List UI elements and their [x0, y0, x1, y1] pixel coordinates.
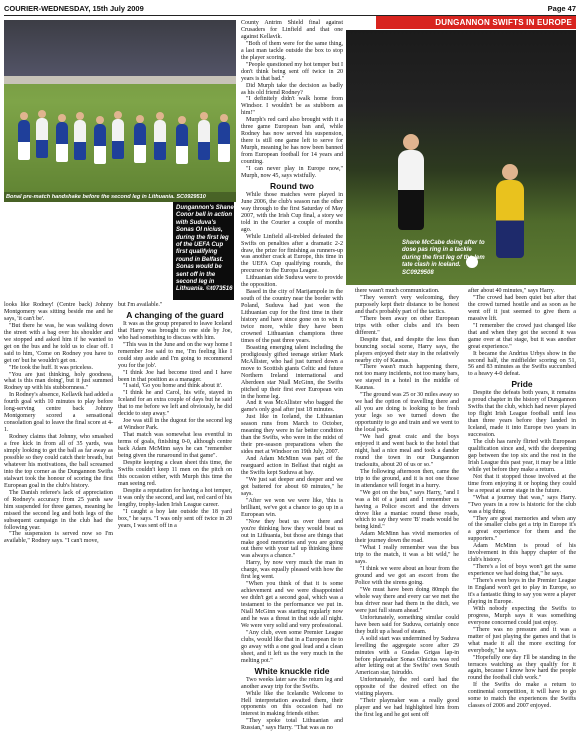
text-column-5 [468, 288, 576, 710]
paragraph: The following afternoon then, came the trip to the ground, and it is not one those in attendance will forget in a hurry. [355, 468, 459, 489]
paragraph: That match was somewhat less eventful in terms of goals, finishing 0-0, although centre back Adam McMinn says he can "remember being given the runaround in that game". [118, 432, 232, 460]
paragraph: Despite keeping a clean sheet this time, the Swifts couldn't keep 11 men on the pitch on this occasion either, with Murph this time the man seeing red. [118, 459, 232, 487]
player-figure [198, 120, 210, 160]
player-figure [176, 124, 188, 164]
paragraph: "This was in the June and on the way home I remember Joe said to me, 'I'm feeling like I could step aside and I'm going to recommend you for the job'. [118, 341, 232, 369]
subheading: A changing of the guard [126, 309, 224, 320]
paragraph: "They weren't very welcoming, they purposely kept their distance to be honest and that's probably part of the tactics. [355, 294, 459, 315]
paragraph: "Now they beat us over there and you're thinking how they would beat us out in Lithuania, but those are things that make good memories and you are going out there with your tail up thinking there was always a chance." [241, 518, 343, 560]
paragraph: Lithuanian side Suduva were to provide the opposition. [241, 275, 343, 289]
paragraph: "We had great craic and the boys enjoyed it and went back to the hotel that night, had a nice meal and took a dander round the town in our Dungannon tracksuits, about 20 of us or so." [355, 434, 459, 468]
paragraph: "What I really remember was the bus trip to the match, it was a bit wild," he says. [355, 545, 459, 566]
paragraph: Despite that, and despite the less than bouncing social scene, Harry says, the players enjoyed their stay in the relatively nearby city of Kaunas. [355, 336, 459, 364]
paragraph: "The crowd had been quiet but after that the crowd turned hostile and as soon as he went off it just seemed to give them a massive lift. [468, 294, 576, 322]
paragraph: Two weeks later saw the return leg and another away trip for the Swifts. [241, 676, 343, 690]
paragraph: "But there he was, he was walking down the street with a bag over his shoulder and we stopped and asked him if he wanted to get on the bus and he told us to clear off. I said to him, 'Come on Rodney you have to get on' but he wouldn't get on. [4, 322, 113, 364]
text-column-4 [355, 288, 459, 719]
subheading: Pride [511, 379, 533, 390]
paragraph: "I definitely didn't walk home from Windsor. I wouldn't be as stubborn as him!" [241, 96, 343, 117]
paragraph: Based in the city of Marijampole in the south of the country near the border with Poland, Suduva had just won the Lithuanian cup for the first time in their history and have since gone on to win it twice more, while they have been crowned Lithuanian champions three times of the past three years. [241, 289, 343, 344]
paragraph: The Danish referee's lack of appreciation of Rodney's accuracy from 25 yards saw him suspended for three games, meaning he missed the second leg and both legs of the subsequent campaign in the club had the following year. [4, 489, 113, 531]
paragraph: "We got on the bus," says Harry, "and I was a bit of a jaunt and I remember us having a Police escort and the drivers drove like a maniac round these roads, which to say they were 'B' roads would be being kind." [355, 489, 459, 531]
paragraph: "Both of them were for the same thing, a last man tackle outside the box to stop the player scoring. [241, 40, 343, 61]
paragraph: Just like in Iceland, the Lithuanian season runs from March to October, meaning they were in far better condition than the Swifts, who were in the midst of their pre-season preparations when the sides met at Windsor on 19th July, 2007. [241, 414, 343, 456]
paragraph: It became the Andrius Urbys show in the second half, the midfielder scoring on 51, 56 and 83 minutes as the Swifts succumbed to a heavy 4-0 defeat. [468, 350, 576, 378]
paragraph: "We must have been doing 80mph the whole way there and every car we met the bus driver near had them in the ditch, we were just full steam ahead." [355, 586, 459, 614]
player-figure [94, 124, 106, 164]
player-figure [112, 119, 124, 159]
paragraph: "I caught a boy late outside the 18 yard box," he says. "I was only sent off twice in 20 years, I was sent off in a [118, 508, 232, 529]
paragraph: "There been away on other European trips with other clubs and it's been different." [355, 315, 459, 336]
paragraph: Murph's red card also brought with it a three game European ban and, while Rodney has now served his suspension, there is still one game left to serve for Murph, meaning he has now been banned from European football for 14 years and counting. [241, 117, 343, 166]
paragraph: "I think he and Carol, his wife, stayed in Iceland for an extra couple of days but he said that to me before we left and obviously, he did decide to step away." [118, 390, 232, 418]
player-figure [134, 123, 146, 163]
paragraph: Unfortunately, the red card had the opposite of the desired effect on the visiting players. [355, 677, 459, 698]
player-figure [398, 150, 424, 230]
paragraph: "There wasn't much happening there, not too many incidents, not too many bars, we stayed in a hotel in the middle of Kaunas. [355, 364, 459, 392]
paragraph: Despite a reputation for having a hot temper, it was only the second, and last, red card of his lengthy, trophy-laden Irish League career. [118, 487, 232, 508]
page-number: Page 47 [547, 4, 576, 13]
player-figure [154, 120, 166, 160]
paragraph: Unfortunately, something similar could have been said for Suduva, certainly once they built up a head of steam. [355, 614, 459, 635]
paragraph: In Rodney's absence, Kellavik had added a fourth goal with 10 minutes to play before long-serving centre back Johnny Montgomery scored a sensational consolation goal to leave the final score at 4-1. [4, 392, 113, 434]
paragraph: "The ground was 25 or 30 miles away so we had the option of travelling there and all you are doing is looking to be fresh your legs so we turned down the opportunity to go and train and we went to the local park. [355, 392, 459, 434]
paragraph: after about 40 minutes," says Harry. [468, 288, 555, 294]
right-photo-caption: Shane McCabe doing after to dose pas ring in a tackle during the first leg of the lem tate clash in Iceland. SC0929508 [402, 240, 485, 276]
paragraph: but I'm available." [118, 302, 163, 308]
paragraph: With nobody expecting the Swifts to progress, Murph says it was something everyone concerned could just enjoy. [468, 605, 576, 626]
paragraph: "People questioned my hot temper but I don't think being sent off twice in 20 years is that bad." [241, 61, 343, 82]
paragraph: "I think we were about an hour from the ground and we got an escort from the Police with the sirens going. [355, 566, 459, 587]
text-column-1 [4, 302, 113, 545]
paragraph: While those matches were played in June 2006, the club's season ran the other way through to the first Saturday of May 2007, with the Irish Cup final, a story we told in the Courier a couple of months ago. [241, 191, 343, 233]
main-photo [4, 20, 236, 202]
paragraph: While like the Icelandic Welcome to Hell interpretation awaited them, their opponents on this occasion had no interest in making friends either. [241, 690, 343, 718]
paragraph: And it was McAllister who bagged the game's only goal after just 18 minutes. [241, 400, 343, 414]
paragraph: "There's even boys in the Premier League in England won't get to play in Europe, so it's a fantastic thing to say you were a player playing in Europe. [468, 578, 576, 605]
paragraph: Adam McMinn has vivid memories of their journey down the road. [355, 531, 459, 545]
paragraph: "There's a lot of boys won't get the same experience we had doing that," he says. [468, 564, 576, 578]
paragraph: "After we won we were like, 'this is brilliant, we've got a chance to go up in a European win. [241, 497, 343, 518]
paragraph: It was as the group prepared to leave Iceland that Harry was brought to one side by Joe, who had something to discuss with him. [118, 320, 232, 341]
paragraph: "They are great memories and when any of the smaller clubs get a trip in Europe it's a great experience for them and the supporters." [468, 515, 576, 543]
paragraph: County Antrim Shield final against Crusaders for Linfield and that one against Kellavik. [241, 20, 343, 40]
paragraph: "I remember the crowd just changed like that and when they got the second it was game over at that stage, but it was another great experience." [468, 322, 576, 350]
paragraph: "The suspension is served now so I'm available," Rodney says. "I can't move, [4, 531, 113, 545]
player-figure [218, 122, 230, 162]
player-figure [496, 180, 524, 258]
paragraph: If the Swifts do make a return to continental competition, it will have to go some to match the experiences the Swifts classes of 2006 and 2007 enjoyed. [468, 682, 576, 710]
paragraph: "There was no pressure and it was a matter of just playing the games and that is what made it all the more exciting for everybody," he says. [468, 626, 576, 654]
paragraph: "I said, 'Go you home and think about it'. [123, 383, 223, 390]
paragraph: there wasn't much communication. [355, 288, 440, 294]
paragraph: Not that it stopped those involved at the time from enjoying it or hoping they could be a repeat at some stage in the future. [468, 473, 576, 494]
player-figure [74, 120, 86, 160]
paragraph: "Hopefully one day I'll be standing in the terraces watching as they qualify for it again, because I know how hard the people round the football club work." [468, 654, 576, 682]
paragraph: While Linfield all-trebled defeated the Swifts on penalties after a dramatic 2-2 draw, the prize for finishing as runners-up was another crack at Europe, this time in the UEFA Cup qualifying rounds, the precursor to the Europa League. [241, 233, 343, 275]
paragraph: A solid start was undermined by Suduva levelling the aggregate score after 29 minutes with a Gusdas Grigas lap-in before playmaker Sonas Olnicius was red after letting out at the Swifts' own South American star, Isiruddo. [355, 635, 459, 677]
subheading: Round two [270, 180, 314, 191]
paragraph: And Adam McMinn was part of the rearguard action in Belfast that night as the Swifts kept Suduva at bay. [241, 456, 343, 476]
paragraph: "What a journey that was," says Harry. "Two years in a row is historic for the club was a big thing. [468, 494, 576, 515]
paper-date: COURIER-WEDNESDAY, 15th July 2009 [4, 4, 144, 13]
paragraph: Harry, by now very much the man in charge, was equally pleased with how the first leg went. [241, 560, 343, 581]
subheading: White knuckle ride [254, 665, 330, 676]
paragraph: "We just sat deeper and deeper and we got battered for about 60 minutes," he says. [241, 476, 343, 497]
paragraph: Rodney claims that Johnny, who smashed a free kick in from all of 35 yards, was simply looking to get the ball as far away as possible so they could catch their breath, but whatever his motivations, the ball screamed into the top corner as the Dungannon Swifts stalwart took the honour of scoring the first European goal in the club's history. [4, 434, 113, 489]
paragraph: looks like Rodney! (Centre back) Johnny Montgomery was sitting beside me and he says, 'it can't be'. [4, 302, 113, 322]
paragraph: Did Murph take the decision as badly as his old friend Rodney? [241, 82, 343, 96]
text-column-3 [241, 20, 343, 732]
player-figure [36, 118, 48, 158]
paragraph: Adam McMinn is proud of his involvement in this happy chapter of the club's history. [468, 543, 576, 564]
player-figure [56, 122, 68, 162]
paragraph: "They spoke total Lithuanian and Russian," says Harry. "That was as no [241, 718, 343, 732]
small-photo-caption: Dungannon's Shane Conor bell in action with Suduva's Sonas Ol nicius, during the first leg of the UEFA Cup first qualifying round in Belfast. Sonas would be sent off in the second leg in Lithuania. ©t073516 [176, 205, 234, 293]
paragraph: "Any club, even some Premier League clubs, would like that in a European tie to go away with a one goal lead and a clean sheet, and it left us the very much in the melting pot." [241, 629, 343, 664]
player-figure [18, 120, 30, 160]
paragraph: Boasting emerging talent including the prodigiously gifted teenage striker Mark McAllister, who had just turned down a move to Scottish giants Celtic and future Northern Ireland international and Aberdeen star Niall McGinn, the Swifts pitched up their first ever European win in the home leg. [241, 344, 343, 400]
text-column-2 [118, 302, 232, 530]
masthead [4, 3, 576, 15]
paragraph: "When you think of that it is some achievement and we were disappointed we didn't get a second goal, which was a testament to the performance we put in. Niall McGinn was starting regularly now and he was a threat in that side all night. We were very solid and very professional. [241, 581, 343, 629]
stadium-stand [4, 20, 236, 82]
paragraph: "I can never play in Europe now," Murph, now 45, says wistfully. [241, 166, 343, 179]
paragraph: Despite the defeats both years, it remains a proud chapter in the history of Dungannon Swifts that the club, which had never played top flight Irish League football until less than three years before they landed in Iceland, made it into Europe two years in succession. [468, 390, 576, 439]
section-banner: DUNGANNON SWIFTS IN EUROPE [376, 16, 576, 29]
paragraph: Joe was still in the dugout for the second leg at Windsor Park. [118, 418, 232, 432]
paragraph: "You are just thinking, holy goodness, what is this man doing', but it just summed Rodney up with his stubbornness." [4, 371, 113, 392]
main-photo-caption: Bonal pre-match handshake before the second leg in Lithuania. SC0929510 [4, 192, 236, 202]
advertising-boards [4, 76, 236, 84]
paragraph: The club has rarely flirted with European qualification since and, with the deepening gap between the top six and the rest in the Irish League this past year, it may be a little while yet before they make a return. [468, 439, 576, 473]
paragraph: "Their playmaker was a really good player and we had highlighted him from the first leg and he got sent off [355, 698, 459, 719]
paragraph: "I think Joe had become tired and I have been in that position as a manager. [118, 369, 232, 383]
paragraph: "He took the huff. It was priceless. [9, 364, 93, 371]
